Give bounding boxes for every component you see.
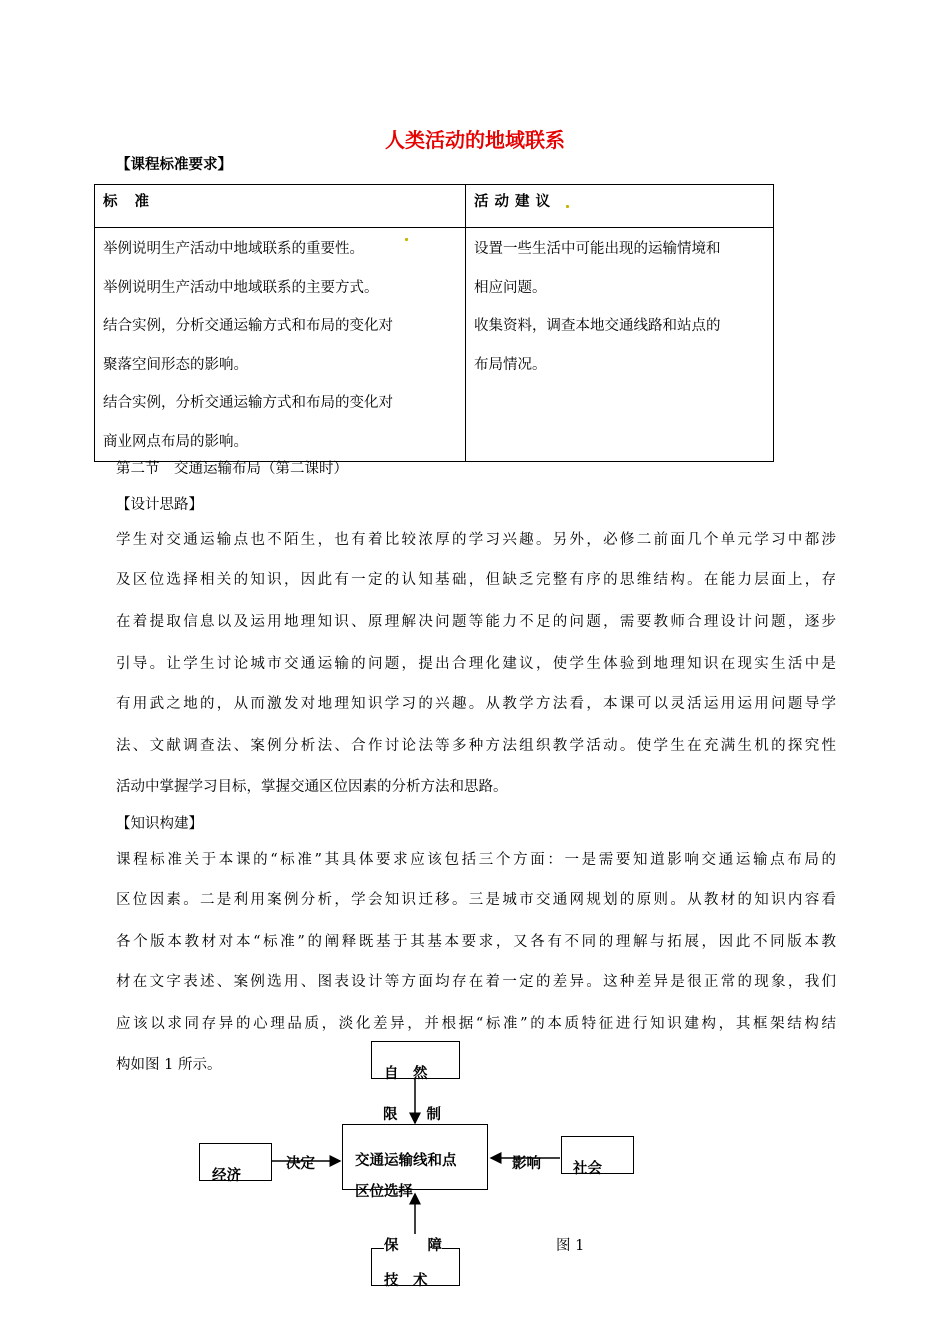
guarantee-label: 保 障 [384, 1234, 442, 1255]
page-title: 人类活动的地域联系 [385, 128, 565, 152]
design-line: 法、文献调查法、案例分析法、合作讨论法等多种方法组织教学活动。使学生在充满生机的探究性 [116, 738, 836, 754]
standard-line: 举例说明生产活动中地域联系的重要性。 [103, 241, 364, 257]
decide-label: 决定 [286, 1156, 315, 1172]
knowledge-line: 课程标准关于本课的“标准”其具体要求应该包括三个方面：一是需要知道影响交通运输点布局的 [116, 852, 836, 868]
design-heading: 【设计思路】 [116, 497, 203, 513]
figure-caption: 图 1 [556, 1238, 585, 1254]
design-line: 引导。让学生讨论城市交通运输的问题，提出合理化建议，使学生体验到地理知识在现实生活中是 [116, 656, 836, 672]
activity-line: 相应问题。 [474, 279, 547, 296]
technology-box [371, 1238, 460, 1289]
society-box [561, 1136, 634, 1177]
design-line: 在着提取信息以及运用地理知识、原理解决问题等能力不足的问题，需要教师合理设计问题，逐步 [116, 614, 836, 630]
knowledge-heading: 【知识构建】 [116, 816, 203, 832]
design-line: 有用武之地的，从而激发对地理知识学习的兴趣。从教学方法看，本课可以灵活运用运用问题导学 [116, 696, 836, 712]
technology-label: 技 术 [384, 1273, 428, 1289]
center-box [342, 1124, 488, 1200]
influence-label: 影响 [512, 1156, 541, 1172]
table-header-activity: 活动建议 [466, 185, 774, 228]
center-label-line2: 区位选择 [355, 1184, 413, 1200]
economy-box [199, 1143, 272, 1184]
society-label: 社会 [573, 1161, 602, 1177]
lesson-title: 第二节 交通运输布局（第二课时） [116, 461, 348, 477]
activity-line: 布局情况。 [474, 356, 547, 373]
design-line: 活动中掌握学习目标，掌握交通区位因素的分析方法和思路。 [116, 779, 508, 795]
standard-line: 举例说明生产活动中地域联系的主要方式。 [103, 279, 379, 296]
curriculum-heading: 【课程标准要求】 [116, 157, 232, 173]
limit-label: 限 制 [383, 1107, 441, 1123]
standard-line: 商业网点布局的影响。 [103, 433, 248, 450]
knowledge-line: 材在文字表述、案例选用、图表设计等方面均存在着一定的差异。这种差异是很正常的现象，我们 [116, 974, 836, 990]
design-line: 及区位选择相关的知识，因此有一定的认知基础，但缺乏完整有序的思维结构。在能力层面上，存 [116, 572, 836, 588]
design-line: 学生对交通运输点也不陌生，也有着比较浓厚的学习兴趣。另外，必修二前面几个单元学习中都涉 [116, 532, 836, 548]
standard-line: 结合实例，分析交通运输方式和布局的变化对 [103, 318, 393, 334]
center-label-line1: 交通运输线和点 [355, 1153, 457, 1169]
activity-line: 收集资料，调查本地交通线路和站点的 [474, 318, 721, 334]
economy-label: 经济 [212, 1168, 241, 1184]
knowledge-line: 应该以求同存异的心理品质，淡化差异，并根据“标准”的本质特征进行知识建构，其框架结构结 [116, 1016, 836, 1032]
activity-line: 设置一些生活中可能出现的运输情境和 [474, 241, 721, 257]
knowledge-line: 各个版本教材对本“标准”的阐释既基于其基本要求，又各有不同的理解与拓展，因此不同版本教 [116, 934, 836, 950]
nature-box [371, 1041, 460, 1082]
knowledge-line: 构如图 1 所示。 [116, 1057, 222, 1073]
nature-label: 自 然 [384, 1066, 428, 1082]
standard-line: 聚落空间形态的影响。 [103, 356, 248, 373]
knowledge-line: 区位因素。二是利用案例分析，学会知识迁移。三是城市交通网规划的原则。从教材的知识内容看 [116, 892, 836, 908]
table-header-standard: 标 准 [95, 185, 466, 228]
standard-line: 结合实例，分析交通运输方式和布局的变化对 [103, 395, 393, 411]
